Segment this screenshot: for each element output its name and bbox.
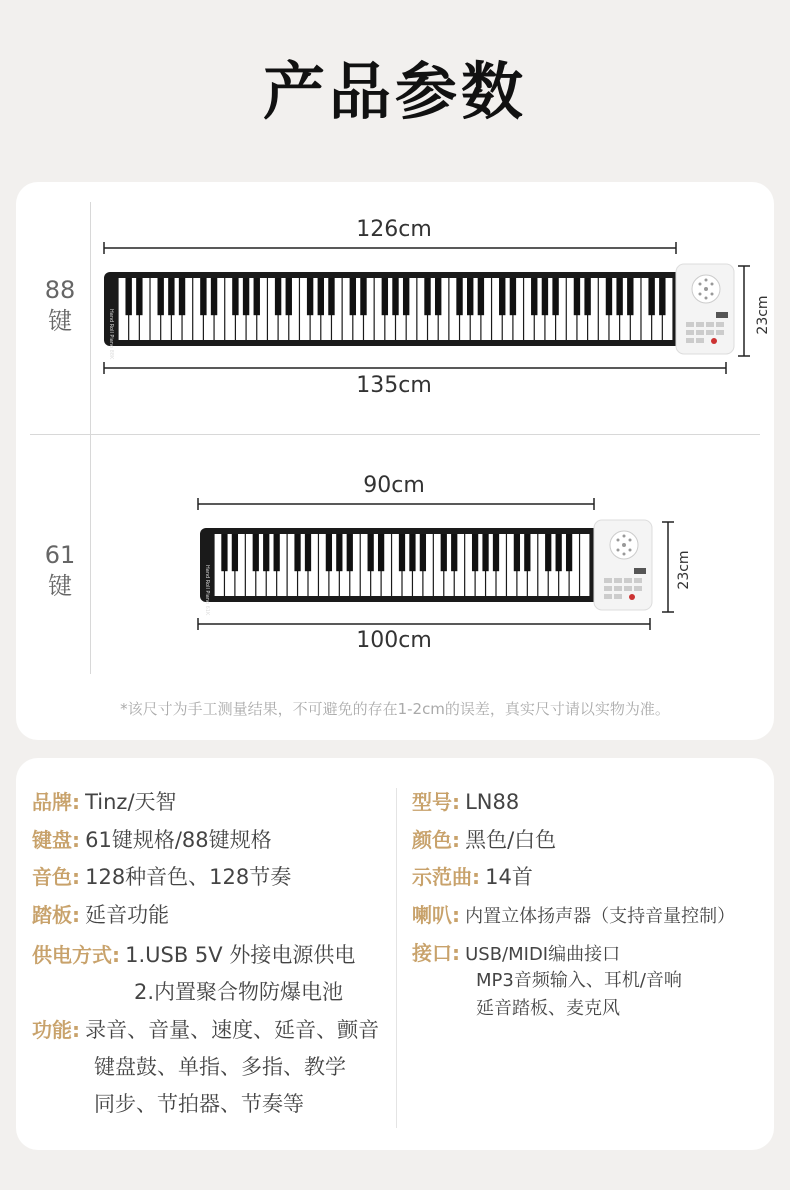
black-key [456, 278, 462, 315]
spec-ports-value-3: 延音踏板、麦克风 [476, 998, 620, 1019]
svg-text:Hand Roll Piano 88K: Hand Roll Piano 88K [108, 309, 114, 360]
black-key [378, 534, 384, 571]
row-88-label-num: 88 [44, 276, 76, 304]
black-key [510, 278, 516, 315]
black-key [179, 278, 185, 315]
black-key [263, 534, 269, 571]
spec-brand-value: Tinz/天智 [85, 790, 177, 814]
black-key [307, 278, 313, 315]
spec-demo-value: 14首 [485, 865, 533, 889]
spec-function [32, 1015, 379, 1047]
black-key [221, 534, 227, 571]
black-key [556, 534, 562, 571]
black-key [472, 534, 478, 571]
spec-tone-value: 128种音色、128节奏 [85, 865, 292, 889]
black-key [478, 278, 484, 315]
black-key [305, 534, 311, 571]
row-divider-horizontal [30, 434, 760, 435]
keyboard-61-diagram [194, 490, 694, 630]
black-key [493, 534, 499, 571]
spec-color-value: 黑色/白色 [465, 828, 557, 852]
black-key [424, 278, 430, 315]
black-key [514, 534, 520, 571]
black-key [350, 278, 356, 315]
spec-function-value: 录音、音量、速度、延音、颤音 [85, 1018, 380, 1042]
black-key [441, 534, 447, 571]
black-key [254, 278, 260, 315]
black-key [275, 278, 281, 315]
black-key [435, 278, 441, 315]
spec-tone [32, 862, 291, 894]
spec-function-value-3: 同步、节拍器、节奏等 [94, 1092, 304, 1116]
black-key [294, 534, 300, 571]
black-key [157, 278, 163, 315]
spec-model [412, 787, 519, 819]
black-key [232, 534, 238, 571]
spec-model-label: 型号: [412, 790, 460, 814]
keys61-height: 23cm [676, 550, 692, 590]
spec-model-value: LN88 [465, 790, 520, 814]
black-key [232, 278, 238, 315]
measurement-note: *该尺寸为手工测量结果，不可避免的存在1-2cm的误差，真实尺寸请以实物为准。 [120, 700, 670, 718]
page-title: 产品参数 [262, 55, 527, 128]
black-key [584, 278, 590, 315]
row-61-label-unit: 键 [48, 572, 72, 600]
spec-function-label: 功能: [32, 1018, 80, 1042]
black-key [403, 278, 409, 315]
spec-demo [412, 862, 533, 894]
spec-ports-label: 接口: [412, 941, 460, 965]
black-key [286, 278, 292, 315]
black-key [243, 278, 249, 315]
black-key [382, 278, 388, 315]
row-88-label-unit: 键 [48, 307, 72, 335]
black-key [399, 534, 405, 571]
spec-tone-label: 音色: [32, 865, 80, 889]
spec-pedal-value: 延音功能 [85, 903, 170, 927]
black-key [552, 278, 558, 315]
black-key [659, 278, 665, 315]
specs-card [16, 758, 774, 1150]
spec-keyboard-value: 61键规格/88键规格 [85, 828, 272, 852]
black-key [524, 534, 530, 571]
black-key [168, 278, 174, 315]
keyboard-88-diagram [96, 234, 766, 374]
svg-text:Hand Roll Piano 61K: Hand Roll Piano 61K [204, 565, 210, 616]
black-key [545, 534, 551, 571]
black-key [326, 534, 332, 571]
dimensions-card [16, 182, 774, 740]
black-key [420, 534, 426, 571]
black-key [482, 534, 488, 571]
spec-ports-value: USB/MIDI编曲接口 [465, 944, 621, 965]
black-key [360, 278, 366, 315]
black-key [368, 534, 374, 571]
black-key [125, 278, 131, 315]
spec-pedal [32, 900, 169, 932]
black-key [606, 278, 612, 315]
black-key [336, 534, 342, 571]
keys88-top-width: 126cm [356, 217, 432, 242]
spec-power-label: 供电方式: [32, 943, 120, 967]
black-key [574, 278, 580, 315]
spec-brand [32, 787, 177, 819]
black-key [616, 278, 622, 315]
spec-brand-label: 品牌: [32, 790, 80, 814]
spec-color-label: 颜色: [412, 828, 460, 852]
black-key [211, 278, 217, 315]
black-key [318, 278, 324, 315]
black-key [328, 278, 334, 315]
black-key [409, 534, 415, 571]
black-key [136, 278, 142, 315]
specs-divider [396, 788, 397, 1128]
spec-power [32, 940, 355, 972]
keys61-bottom-width: 100cm [356, 628, 432, 653]
black-key [627, 278, 633, 315]
spec-ports-value-2: MP3音频输入、耳机/音响 [476, 970, 682, 991]
black-key [499, 278, 505, 315]
spec-keyboard [32, 825, 272, 857]
black-key [566, 534, 572, 571]
black-key [392, 278, 398, 315]
spec-speaker-label: 喇叭: [412, 903, 460, 927]
row-61-label-num: 61 [44, 541, 76, 569]
black-key [347, 534, 353, 571]
spec-keyboard-label: 键盘: [32, 828, 80, 852]
black-key [253, 534, 259, 571]
spec-demo-label: 示范曲: [412, 865, 480, 889]
black-key [531, 278, 537, 315]
spec-power-value-2: 2.内置聚合物防爆电池 [134, 980, 344, 1004]
spec-power-value: 1.USB 5V 外接电源供电 [125, 943, 356, 967]
spec-speaker [412, 900, 735, 932]
row-divider-vertical [90, 202, 91, 674]
keys61-top-width: 90cm [363, 473, 425, 498]
spec-function-value-2: 键盘鼓、单指、多指、教学 [94, 1055, 346, 1079]
spec-pedal-label: 踏板: [32, 903, 80, 927]
black-key [542, 278, 548, 315]
black-key [467, 278, 473, 315]
black-key [648, 278, 654, 315]
white-key [580, 534, 589, 596]
keys88-height: 23cm [755, 295, 771, 335]
black-key [274, 534, 280, 571]
keys88-bottom-width: 135cm [356, 373, 432, 398]
spec-speaker-value: 内置立体扬声器（支持音量控制） [465, 906, 736, 927]
spec-color [412, 825, 556, 857]
black-key [200, 278, 206, 315]
black-key [451, 534, 457, 571]
